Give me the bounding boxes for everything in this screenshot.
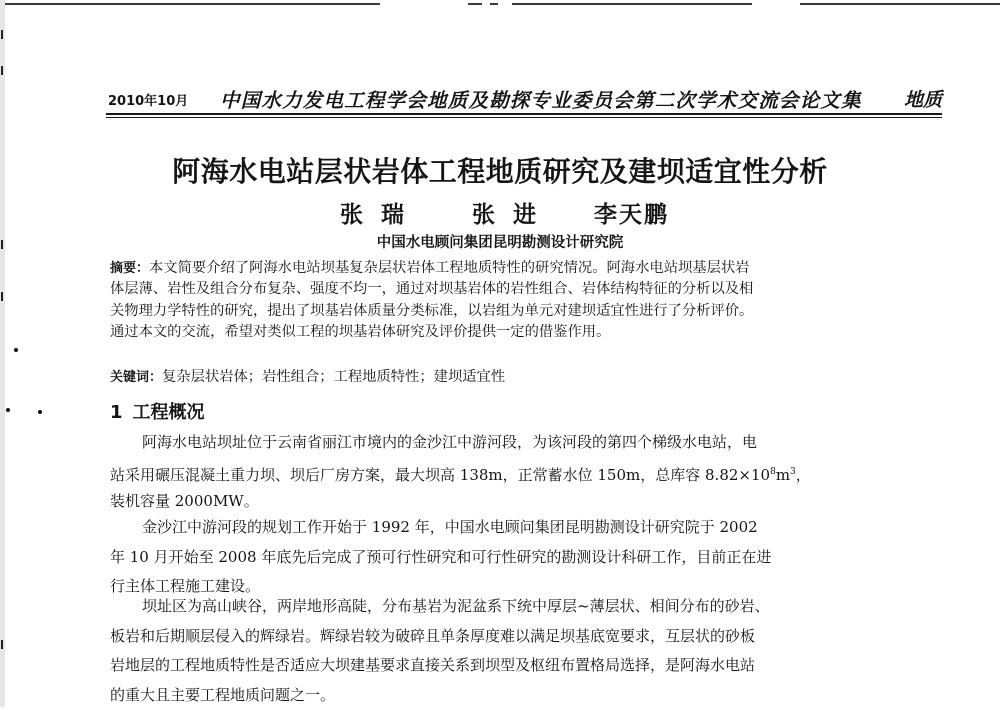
superscript: 3 — [790, 467, 796, 477]
keywords-label: 关键词： — [110, 370, 162, 385]
paragraph-line: 行主体工程施工建设。 — [110, 572, 932, 602]
paragraph-line: 岩地层的工程地质特性是否适应大坝建基要求直接关系到坝型及枢纽布置格局选择，是阿海水电站 — [110, 651, 932, 681]
header-rule — [106, 113, 942, 115]
author: 张瑞 — [340, 196, 422, 229]
abstract-text: 本文简要介绍了阿海水电站坝基复杂层状岩体工程地质特性的研究情况。阿海水电站坝基层状岩 — [149, 260, 749, 276]
paragraph — [110, 592, 932, 710]
paper-title: 阿海水电站层状岩体工程地质研究及建坝适宜性分析 — [0, 150, 1000, 190]
affiliation: 中国水电顾问集团昆明勘测设计研究院 — [0, 231, 1000, 252]
paragraph-line: 板岩和后期顺层侵入的辉绿岩。辉绿岩较为破碎且单条厚度难以满足坝基底宽要求，互层状的砂板 — [110, 622, 932, 652]
scan-speck — [38, 410, 42, 414]
paragraph-line — [110, 458, 932, 488]
superscript: 8 — [770, 467, 776, 477]
keywords — [110, 366, 505, 386]
abstract — [110, 258, 930, 344]
paragraph-line: 金沙江中游河段的规划工作开始于 1992 年，中国水电顾问集团昆明勘测设计研究院于 2002 — [110, 513, 932, 543]
header-date: 2010年10月 — [108, 90, 188, 109]
paragraph — [110, 428, 932, 517]
abstract-label: 摘要： — [110, 261, 149, 276]
text-run: ， — [796, 466, 811, 484]
scan-edge-top — [0, 0, 1000, 7]
scan-edge-left — [0, 0, 5, 707]
section-number: 1 — [110, 402, 123, 423]
paragraph-line: 坝址区为高山峡谷，两岸地形高陡，分布基岩为泥盆系下统中厚层~薄层状、相间分布的砂岩、 — [110, 592, 932, 622]
header-journal-title: 中国水力发电工程学会地质及勘探专业委员会第二次学术交流会论文集 — [220, 85, 862, 113]
header-section: 地质 — [904, 85, 942, 112]
paragraph-line: 阿海水电站坝址位于云南省丽江市境内的金沙江中游河段，为该河段的第四个梯级水电站，电 — [110, 428, 932, 458]
paragraph-line: 年 10 月开始至 2008 年底先后完成了预可行性研究和可行性研究的勘测设计科研工作，目前正在进 — [110, 543, 932, 573]
abstract-line: 通过本文的交流，希望对类似工程的坝基岩体研究及评价提供一定的借鉴作用。 — [110, 322, 930, 343]
text-run: m — [776, 466, 790, 484]
author: 张进 — [472, 196, 554, 229]
author: 李天鹏 — [594, 196, 669, 229]
abstract-line: 体层薄、岩性及组合分布复杂、强度不均一，通过对坝基岩体的岩性组合、岩体结构特征的分析以及相 — [110, 279, 930, 300]
abstract-line: 关物理力学特性的研究，提出了坝基岩体质量分类标准，以岩组为单元对建坝适宜性进行了分析评价。 — [110, 301, 930, 322]
paragraph-line: 的重大且主要工程地质问题之一。 — [110, 681, 932, 710]
section-title: 工程概况 — [133, 402, 205, 423]
scan-speck — [14, 348, 18, 352]
keywords-text: 复杂层状岩体；岩性组合；工程地质特性；建坝适宜性 — [162, 369, 505, 385]
scan-speck — [6, 408, 10, 412]
abstract-line — [110, 258, 930, 279]
section-heading — [110, 398, 215, 424]
paragraph — [110, 513, 932, 602]
paragraph-line: 装机容量 2000MW。 — [110, 487, 932, 517]
header-rule — [106, 117, 942, 118]
running-header — [108, 83, 942, 111]
text-run: 站采用碾压混凝土重力坝、坝后厂房方案，最大坝高 138m，正常蓄水位 150m，总库容 8.82×10 — [110, 466, 770, 484]
